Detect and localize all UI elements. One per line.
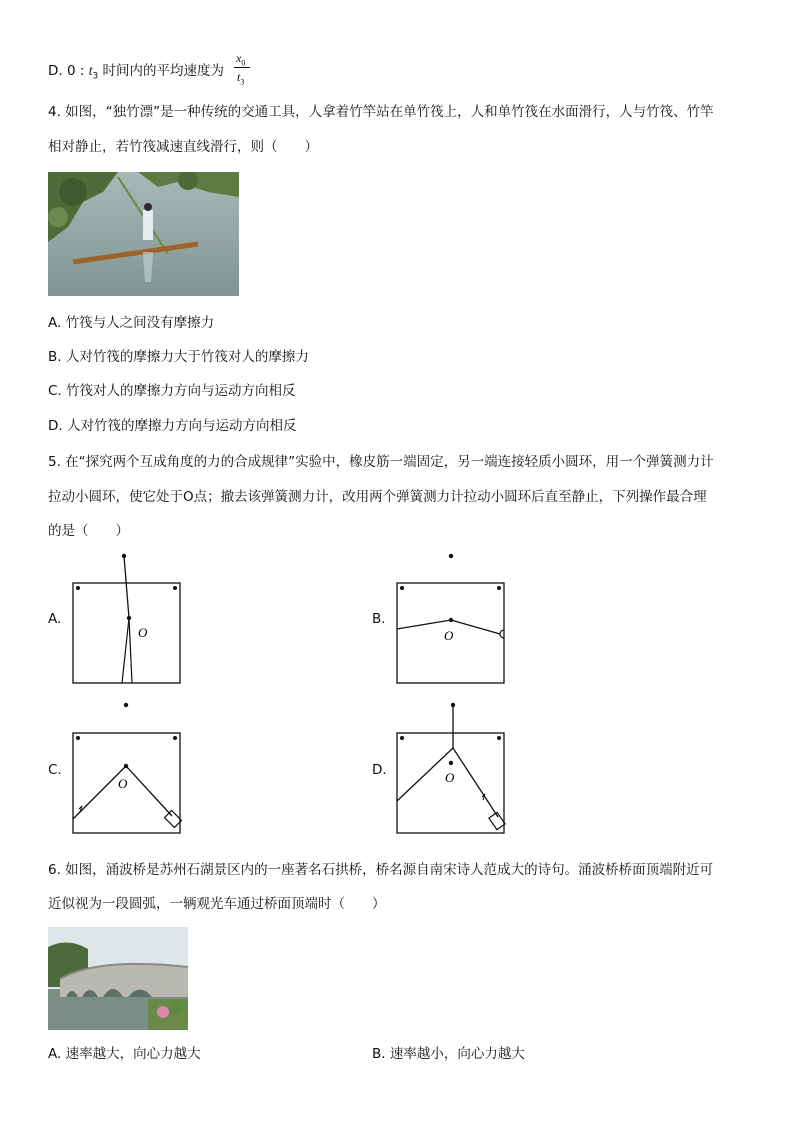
pin-right — [173, 586, 177, 590]
fixed-point — [124, 703, 128, 707]
string-1 — [122, 618, 129, 683]
bridge-photo — [48, 927, 188, 1030]
q3-fraction — [234, 51, 254, 91]
q3-option-d — [48, 61, 224, 87]
diagram-a — [70, 550, 185, 688]
q5-stem-line3: 的是（ ） — [48, 523, 129, 539]
q3-option-d-prefix: D. 0 : — [48, 63, 85, 79]
spring-scale-right — [165, 811, 182, 828]
q3-time-var: t — [88, 63, 93, 78]
q5-label-d: D. — [372, 762, 387, 778]
diagram-b — [394, 550, 509, 688]
string-right — [451, 620, 500, 634]
q5-label-c: C. — [48, 762, 62, 778]
q5-stem-line2: 拉动小圆环，使它处于O点；撤去该弹簧测力计，改用两个弹簧测力计拉动小圆环后直至静止，下列操作最合理 — [48, 489, 707, 505]
o-label: O — [445, 770, 455, 785]
q6-stem-line2: 近似视为一段圆弧，一辆观光车通过桥面顶端时（ ） — [48, 896, 386, 912]
pin-right — [497, 586, 501, 590]
q4-stem-line1: 4. 如图，“独竹漂”是一种传统的交通工具，人拿着竹竿站在单竹筏上，人和单竹筏在水面滑行，人与竹筏、竹竿 — [48, 104, 714, 120]
q6-option-a: A. 速率越大，向心力越大 — [48, 1046, 201, 1062]
fraction-denominator: t — [237, 70, 241, 84]
rubber-band — [124, 556, 129, 618]
q4-option-b: B. 人对竹筏的摩擦力大于竹筏对人的摩擦力 — [48, 349, 309, 365]
q3-option-d-text: 时间内的平均速度为 — [102, 63, 225, 79]
pin-right — [497, 736, 501, 740]
fraction-numerator: x — [236, 51, 242, 65]
q4-stem-line2: 相对静止，若竹筏减速直线滑行，则（ ） — [48, 139, 318, 155]
q4-option-d: D. 人对竹筏的摩擦力方向与运动方向相反 — [48, 418, 297, 434]
bamboo-rafting-illustration — [48, 172, 239, 296]
string-2 — [129, 618, 132, 683]
pin-left — [400, 586, 404, 590]
pin-left — [76, 736, 80, 740]
board — [73, 583, 180, 683]
string-left — [73, 766, 126, 819]
diagram-c — [70, 700, 185, 838]
fraction-numerator-sub: 0 — [241, 58, 246, 68]
fixed-point — [449, 554, 453, 558]
fraction-bar — [234, 67, 250, 68]
o-label: O — [138, 625, 148, 640]
pin-left — [400, 736, 404, 740]
q5-stem-line1: 5. 在“探究两个互成角度的力的合成规律”实验中，橡皮筋一端固定，另一端连接轻质小圆环，用一个弹簧测力计 — [48, 454, 714, 470]
q5-label-b: B. — [372, 611, 386, 627]
q3-time-sub: 3 — [92, 71, 99, 82]
o-label: O — [444, 628, 454, 643]
q6-option-b: B. 速率越小，向心力越大 — [372, 1046, 525, 1062]
fraction-denominator-sub: 3 — [240, 77, 245, 87]
stone-arch-bridge-illustration — [48, 927, 188, 1030]
diagram-d — [394, 700, 509, 838]
string-left — [397, 620, 451, 629]
q4-option-c: C. 竹筏对人的摩擦力方向与运动方向相反 — [48, 383, 296, 399]
string-right — [453, 748, 498, 817]
q6-stem-line1: 6. 如图，涌波桥是苏州石湖景区内的一座著名石拱桥，桥名源自南宋诗人范成大的诗句。涌波桥桥面顶端附近可 — [48, 862, 714, 878]
q5-label-a: A. — [48, 611, 62, 627]
string-right — [126, 766, 172, 816]
pin-left — [76, 586, 80, 590]
q4-option-a: A. 竹筏与人之间没有摩擦力 — [48, 315, 215, 331]
bamboo-rafting-photo — [48, 172, 239, 296]
pin-right — [173, 736, 177, 740]
o-label: O — [118, 776, 128, 791]
point-o — [449, 761, 453, 765]
